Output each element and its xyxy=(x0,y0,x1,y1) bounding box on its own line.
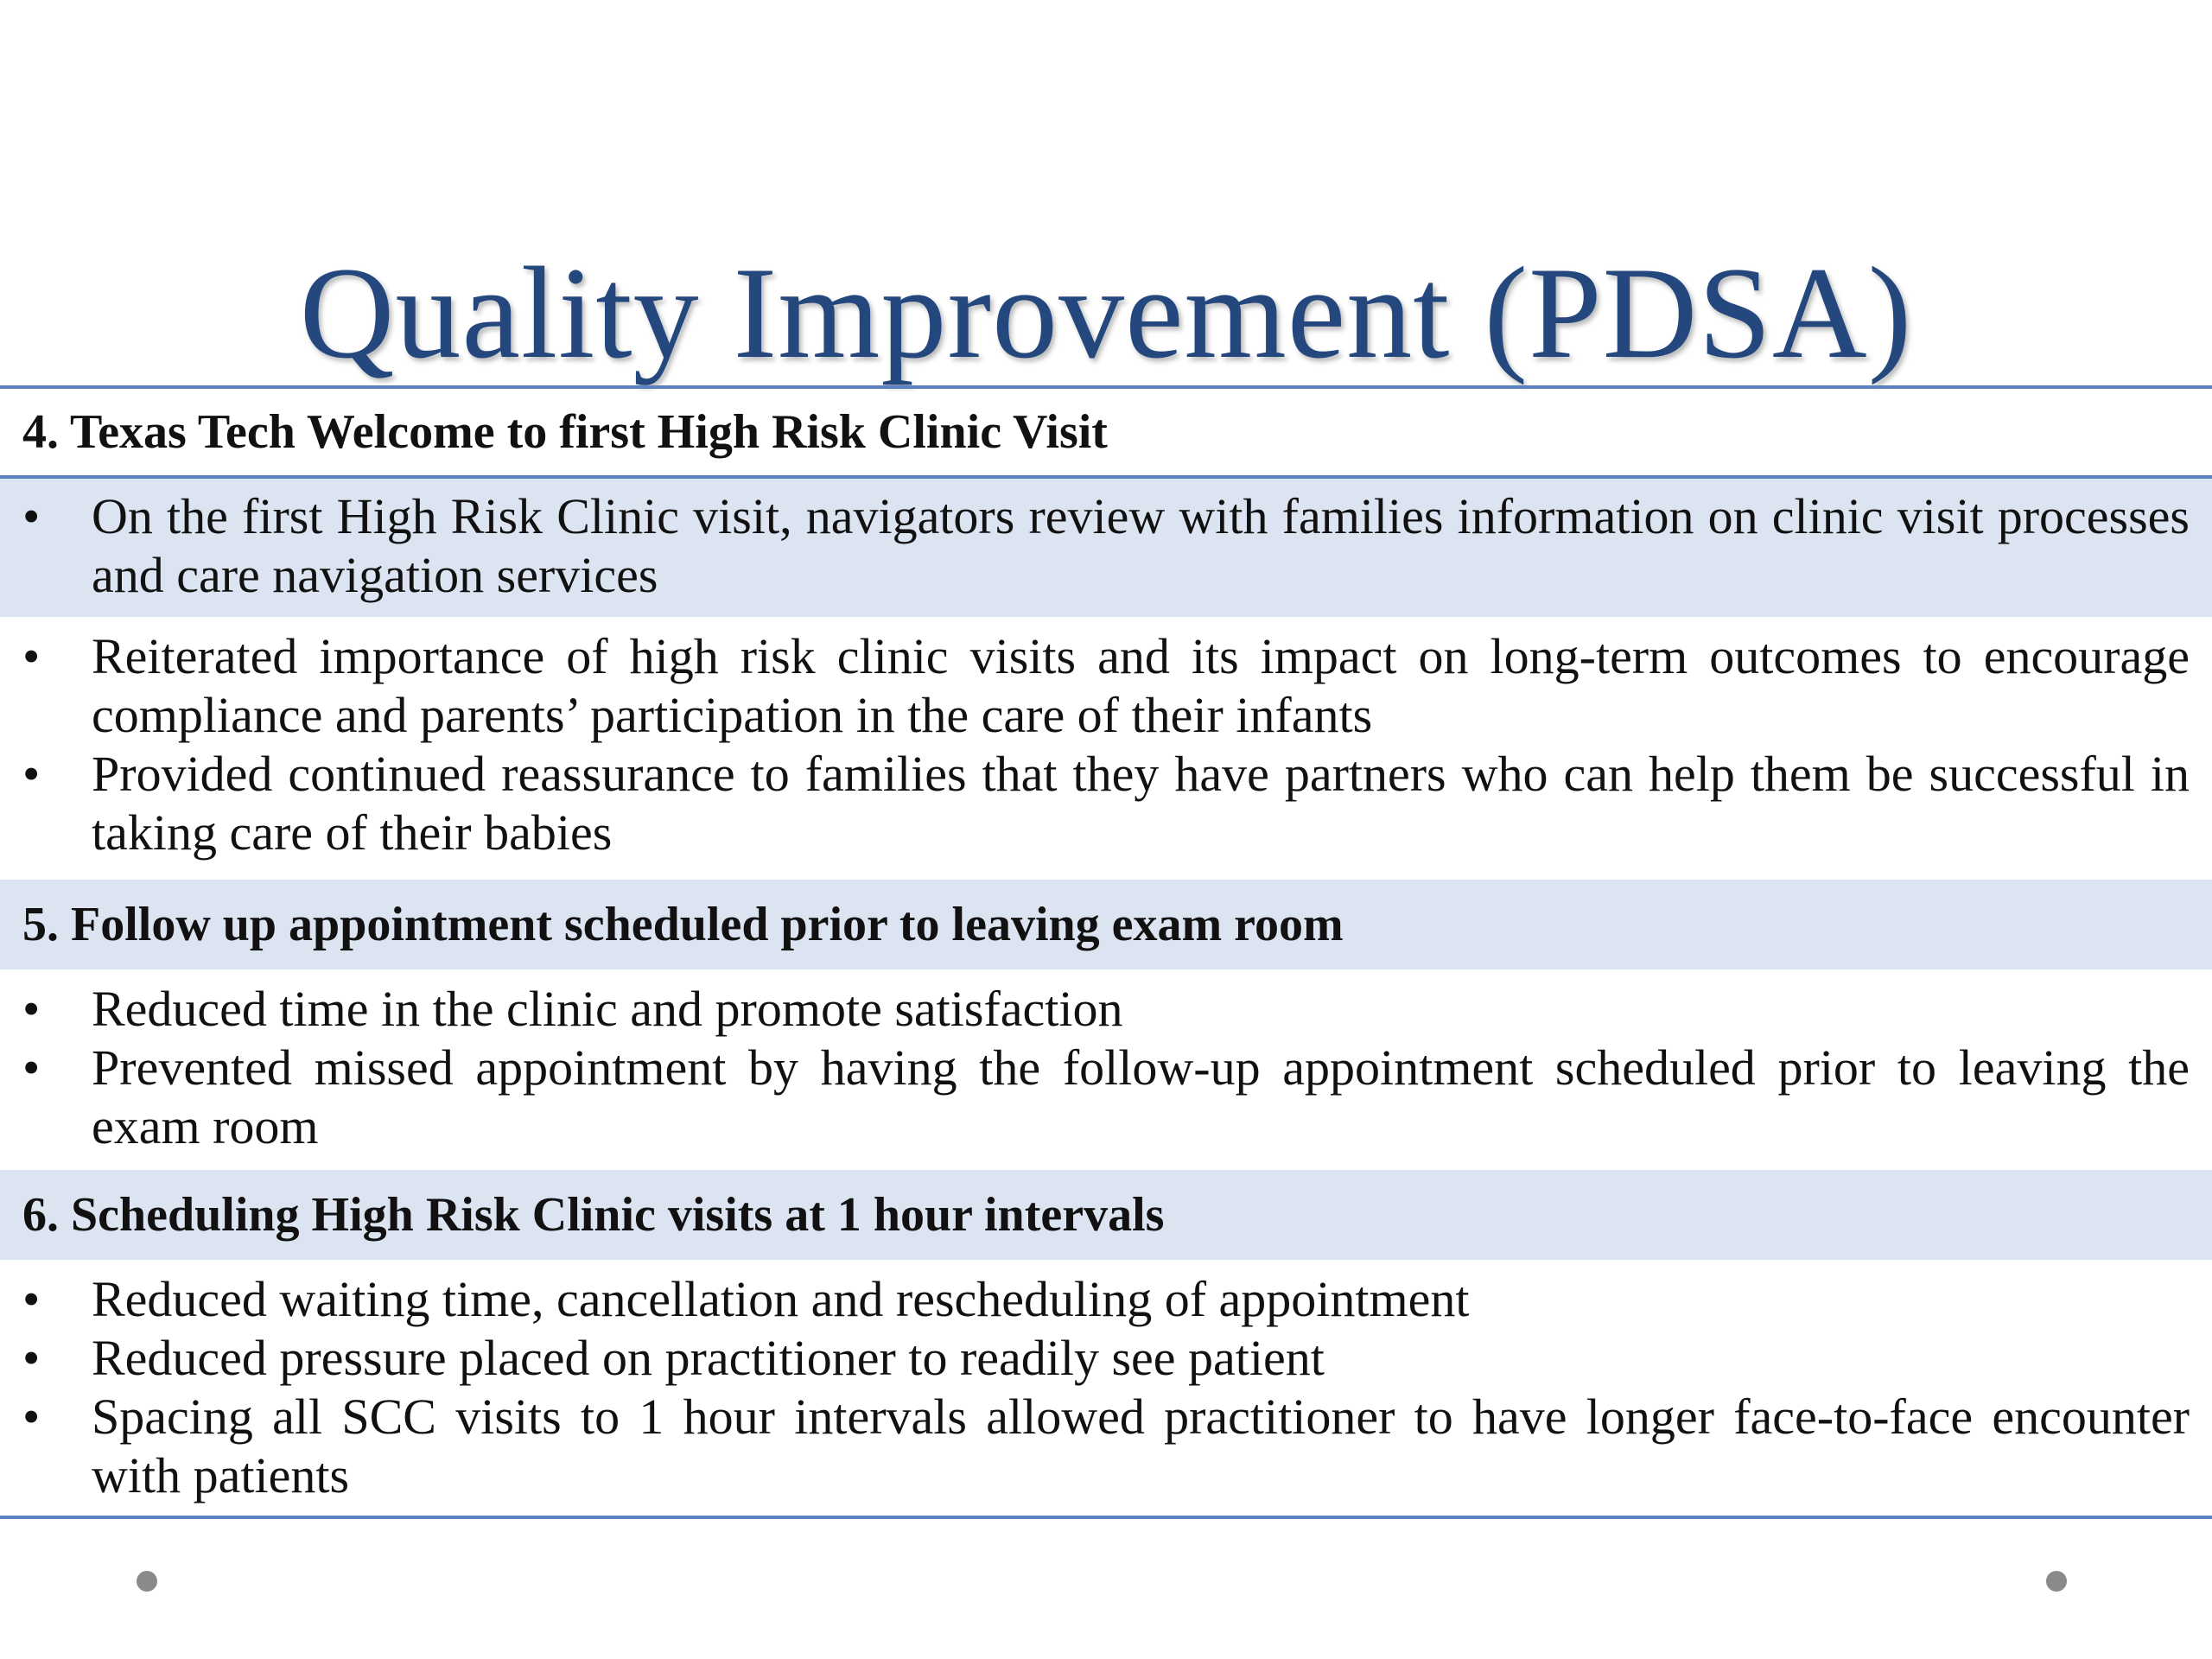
bullet-text: Provided continued reassurance to families that they have partners who can help them be successful in taking care of their babies xyxy=(92,746,2190,861)
section-5-row xyxy=(0,969,2212,1170)
list-item xyxy=(22,745,2190,862)
bullet-list xyxy=(22,627,2190,862)
bullet-text: Reduced time in the clinic and promote satisfaction xyxy=(92,981,1123,1037)
list-item xyxy=(22,1270,2190,1329)
bullet-icon: • xyxy=(22,981,41,1037)
content-table xyxy=(0,385,2212,1519)
list-item xyxy=(22,980,2190,1039)
bullet-list xyxy=(22,980,2190,1156)
right-dot-icon xyxy=(2046,1571,2067,1592)
section-heading-6: 6. Scheduling High Risk Clinic visits at 1 hour intervals xyxy=(0,1170,2212,1260)
section-heading-5: 5. Follow up appointment scheduled prior to leaving exam room xyxy=(0,880,2212,969)
bullet-icon: • xyxy=(22,1039,41,1096)
bullet-icon: • xyxy=(22,1389,41,1445)
bullet-icon: • xyxy=(22,488,41,544)
list-item xyxy=(22,1388,2190,1505)
bullet-text: On the first High Risk Clinic visit, navigators review with families information on clinic visit processes and care navigation services xyxy=(92,488,2190,603)
bullet-text: Reiterated importance of high risk clinic visits and its impact on long-term outcomes to encourage compliance and parents’ participation in the care of their infants xyxy=(92,628,2190,743)
list-item xyxy=(22,1039,2190,1156)
bullet-icon: • xyxy=(22,1271,41,1327)
bullet-text: Reduced pressure placed on practitioner to readily see patient xyxy=(92,1330,1325,1386)
section-4-shaded-row xyxy=(0,479,2212,617)
section-6-row xyxy=(0,1260,2212,1516)
bullet-text: Prevented missed appointment by having the follow-up appointment scheduled prior to leaving the exam room xyxy=(92,1039,2190,1154)
bullet-text: Reduced waiting time, cancellation and rescheduling of appointment xyxy=(92,1271,1470,1327)
section-heading-4: 4. Texas Tech Welcome to first High Risk Clinic Visit xyxy=(0,389,2212,479)
slide-title: Quality Improvement (PDSA) xyxy=(299,240,1913,385)
bullet-text: Spacing all SCC visits to 1 hour intervals allowed practitioner to have longer face-to-face encounter with patients xyxy=(92,1389,2190,1503)
bullet-icon: • xyxy=(22,628,41,684)
left-dot-icon xyxy=(137,1571,157,1592)
list-item xyxy=(22,1329,2190,1388)
list-item xyxy=(22,487,2190,605)
bullet-list xyxy=(22,487,2190,605)
bullet-icon: • xyxy=(22,746,41,802)
bullet-icon: • xyxy=(22,1330,41,1386)
list-item xyxy=(22,627,2190,745)
section-4-row xyxy=(0,617,2212,880)
bullet-list xyxy=(22,1270,2190,1505)
